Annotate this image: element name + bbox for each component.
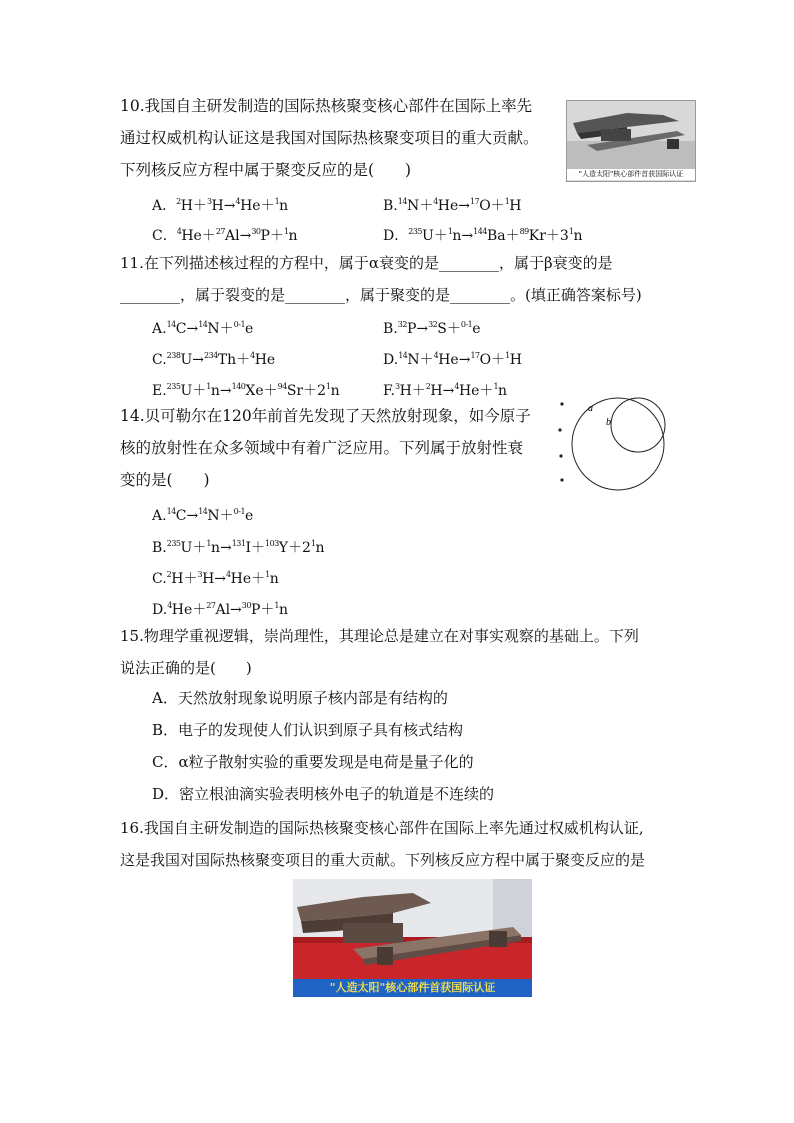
track-b xyxy=(611,398,665,452)
q15-stem-line-2: 说法正确的是( ) xyxy=(120,659,252,677)
q15-option-a: A．天然放射现象说明原子核内部是有结构的 xyxy=(152,689,448,707)
q10-option-a: A．$^2$H＋$^3$H→$^4$He＋$^1$n xyxy=(152,197,289,214)
fusion-component-image xyxy=(567,101,695,169)
q14-option-d: D.$^4$He＋$^{27}$Al→$^{30}$P＋$^1$n xyxy=(152,601,289,618)
q10-option-d: D．$^{235}U+^1n\to^{144}Ba+^{89}Kr+3^1n$ xyxy=(383,227,583,244)
q14-option-a: A.$^{14}$C→$^{14}$N＋$^{0-1}$e xyxy=(152,507,254,524)
q15-option-d: D．密立根油滴实验表明核外电子的轨道是不连续的 xyxy=(152,785,495,803)
q10-option-c: C．$^4$He＋$^{27}$Al→$^{30}$P＋$^1$n xyxy=(152,227,298,244)
q11-option-c: C.$^{238}$U→$^{234}$Th＋$^4$He xyxy=(152,351,276,368)
q16-photo-caption: "人造太阳"核心部件首获国际认证 xyxy=(293,979,532,997)
q14-option-c: C.$^2$H＋$^3$H→$^4$He＋$^1$n xyxy=(152,570,279,587)
q10-option-b: B.$^{14}$N＋$^4$He→$^{17}$O＋$^1$H xyxy=(383,197,522,214)
q14-stem-line-3: 变的是( ) xyxy=(120,471,210,489)
q15-option-b: B．电子的发现使人们认识到原子具有核式结构 xyxy=(152,721,464,739)
track-a-label: a xyxy=(588,403,593,414)
q11-option-b: B.$^{32}$P→$^{32}$S＋$^{0-1}$e xyxy=(383,320,481,337)
q16-stem-line-2: 这是我国对国际热核聚变项目的重大贡献。下列核反应方程中属于聚变反应的是 xyxy=(120,851,646,869)
q15-stem-line-1: 15.物理学重视逻辑，崇尚理性，其理论总是建立在对事实观察的基础上。下列 xyxy=(120,627,639,645)
q11-option-e: $E.^{235}U+^1n\to^{140}Xe+^{94}Sr+2^1n$ xyxy=(152,382,340,399)
q10-photo-caption: "人造太阳"核心部件首获国际认证 xyxy=(567,169,695,180)
q11-option-a: A.$^{14}$C→$^{14}$N＋$^{0-1}$e xyxy=(152,320,254,337)
q10-photo xyxy=(566,100,696,182)
q16-photo xyxy=(293,879,532,997)
q10-stem-line-2: 通过权威机构认证这是我国对国际热核聚变项目的重大贡献。 xyxy=(120,129,539,147)
q11-stem-line-1: 11.在下列描述核过程的方程中，属于α衰变的是________，属于β衰变的是 xyxy=(120,254,613,272)
q14-option-b: $B.^{235}U+^1n\to^{131}I+^{103}Y+2^1n$ xyxy=(152,539,325,556)
field-dot xyxy=(559,454,562,457)
q11-option-d: D.$^{14}$N＋$^4$He→$^{17}$O＋$^1$H xyxy=(383,351,522,368)
field-dot xyxy=(558,428,561,431)
track-b-label: b xyxy=(606,417,611,428)
q10-stem-line-3: 下列核反应方程中属于聚变反应的是( ) xyxy=(120,161,412,179)
q16-stem-line-1: 16.我国自主研发制造的国际热核聚变核心部件在国际上率先通过权威机构认证, xyxy=(120,819,644,837)
q11-option-f: F.$^3$H＋$^2$H→$^4$He＋$^1$n xyxy=(383,382,508,399)
field-dot xyxy=(560,402,563,405)
q11-stem-line-2: ________，属于裂变的是________，属于聚变的是________。(填正确答案标号) xyxy=(120,286,642,304)
q15-option-c: C．α粒子散射实验的重要发现是电荷是量子化的 xyxy=(152,753,474,771)
q14-stem-line-2: 核的放射性在众多领域中有着广泛应用。下列属于放射性衰 xyxy=(120,439,524,457)
field-dot xyxy=(560,478,563,481)
q14-stem-line-1: 14.贝可勒尔在120年前首先发现了天然放射现象，如今原子 xyxy=(120,407,531,425)
track-a xyxy=(572,398,664,490)
q14-track-figure xyxy=(548,394,678,494)
q10-stem-line-1: 10.我国自主研发制造的国际热核聚变核心部件在国际上率先 xyxy=(120,97,533,115)
